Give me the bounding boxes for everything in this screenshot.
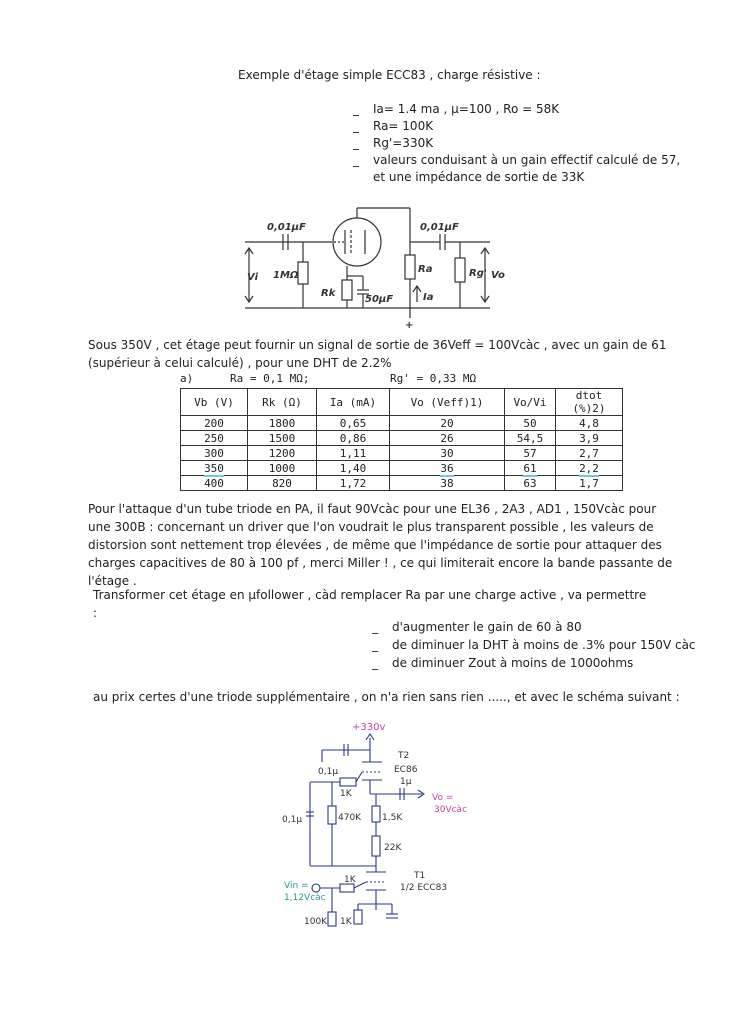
label-vo: Vo — [491, 270, 505, 281]
label-r-grid: 1MΩ — [273, 270, 299, 281]
label-plus: + — [405, 320, 414, 331]
label-t2: T2 — [398, 751, 410, 761]
table-row: 250 1500 0,86 26 54,5 3,9 — [181, 431, 623, 446]
label-vin-value: 1,12Vcàc — [284, 893, 326, 903]
label-supply: +330v — [352, 722, 386, 733]
label-vin: Vin = — [284, 881, 309, 891]
label-c-top: 0,1μ — [318, 767, 339, 777]
schematic-ecc83-resistive — [235, 200, 505, 332]
table-row: 200 1800 0,65 20 50 4,8 — [181, 416, 623, 431]
benefits-list — [372, 618, 696, 672]
schematic-mu-follower — [282, 716, 472, 936]
label-r1k-b: 1K — [344, 875, 356, 885]
label-t1: T1 — [414, 871, 426, 881]
label-c-in: 0,01μF — [267, 222, 306, 233]
page-title: Exemple d'étage simple ECC83 , charge résistive : — [238, 68, 541, 82]
label-rk: Rk — [321, 288, 336, 299]
table-row: 300 1200 1,11 30 57 2,7 — [181, 446, 623, 461]
label-r15k: 1,5K — [382, 813, 403, 823]
list-item: et une impédance de sortie de 33K — [373, 170, 585, 184]
paragraph-2: Pour l'attaque d'un tube triode en PA, il faut 90Vcàc pour une EL36 , 2A3 , AD1 , 150Vcàc pour une 300B : concernant un driver que l'on voudrait le plus transparent possible , les valeurs de distorsion sont nettement trop élevées , de même que l'impédance de sortie pour attaquer des charges capacitives de 80 à 100 pf , merci Miller ! , ce qui limiterait encore la bande passante de l'étage . — [88, 502, 673, 588]
label-t2-type: EC86 — [394, 765, 418, 775]
paragraph-3: Transformer cet étage en μfollower , càd remplacer Ra par une charge active , va permettre : — [93, 588, 647, 620]
label-r1k-c: 1K — [340, 917, 352, 927]
list-item: _ Ia= 1.4 ma , μ=100 , Ro = 58K — [353, 102, 560, 116]
label-t1-type: 1/2 ECC83 — [400, 883, 448, 893]
label-rg: Rg' — [469, 268, 487, 279]
column-header: Ia (mA) — [317, 389, 390, 416]
list-item: _ d'augmenter le gain de 60 à 80 — [372, 620, 582, 634]
spec-list — [353, 101, 680, 186]
label-r1k-a: 1K — [340, 789, 352, 799]
label-vo-value: 30Vcàc — [434, 805, 468, 815]
label-r470k: 470K — [338, 813, 362, 823]
label-c-out: 0,01μF — [420, 222, 459, 233]
table-row: 350 1000 1,40 36 61 2,2 — [181, 461, 623, 476]
paragraph-1: Sous 350V , cet étage peut fournir un signal de sortie de 36Veff = 100Vcàc , avec un gain de 61 (supérieur à celui calculé) , pour une DHT de 2.2% — [88, 338, 667, 370]
label-vi: Vi — [247, 272, 258, 283]
list-item: _ valeurs conduisant à un gain effectif calculé de 57, — [353, 153, 681, 167]
label-ra: Ra — [418, 264, 433, 275]
label-r22k: 22K — [384, 843, 402, 853]
label-c-out: 1μ — [400, 777, 412, 787]
label-ck: 50μF — [365, 294, 394, 305]
column-header: dtot (%)2) — [556, 389, 623, 416]
label-r100k: 100K — [304, 917, 328, 927]
list-item: _ de diminuer Zout à moins de 1000ohms — [372, 656, 634, 670]
column-header: Vo/Vi — [505, 389, 556, 416]
column-header: Vo (Veff)1) — [390, 389, 505, 416]
measurement-table-block — [180, 372, 623, 491]
table-parameters: a) Ra = 0,1 MΩ; Rg' = 0,33 MΩ — [180, 372, 477, 385]
label-ia: Ia — [423, 292, 434, 303]
column-header: Rk (Ω) — [248, 389, 317, 416]
measurement-table — [180, 388, 623, 491]
paragraph-4: au prix certes d'une triode supplémentaire , on n'a rien sans rien ....., et avec le schéma suivant : — [93, 690, 680, 704]
label-vo: Vo = — [432, 793, 454, 803]
table-row: 400 820 1,72 38 63 1,7 — [181, 476, 623, 491]
label-c-left: 0,1μ — [282, 815, 303, 825]
list-item: _ Rg'=330K — [353, 136, 434, 150]
list-item: _ Ra= 100K — [353, 119, 434, 133]
list-item: _ de diminuer la DHT à moins de .3% pour 150V càc — [372, 638, 696, 652]
column-header: Vb (V) — [181, 389, 248, 416]
